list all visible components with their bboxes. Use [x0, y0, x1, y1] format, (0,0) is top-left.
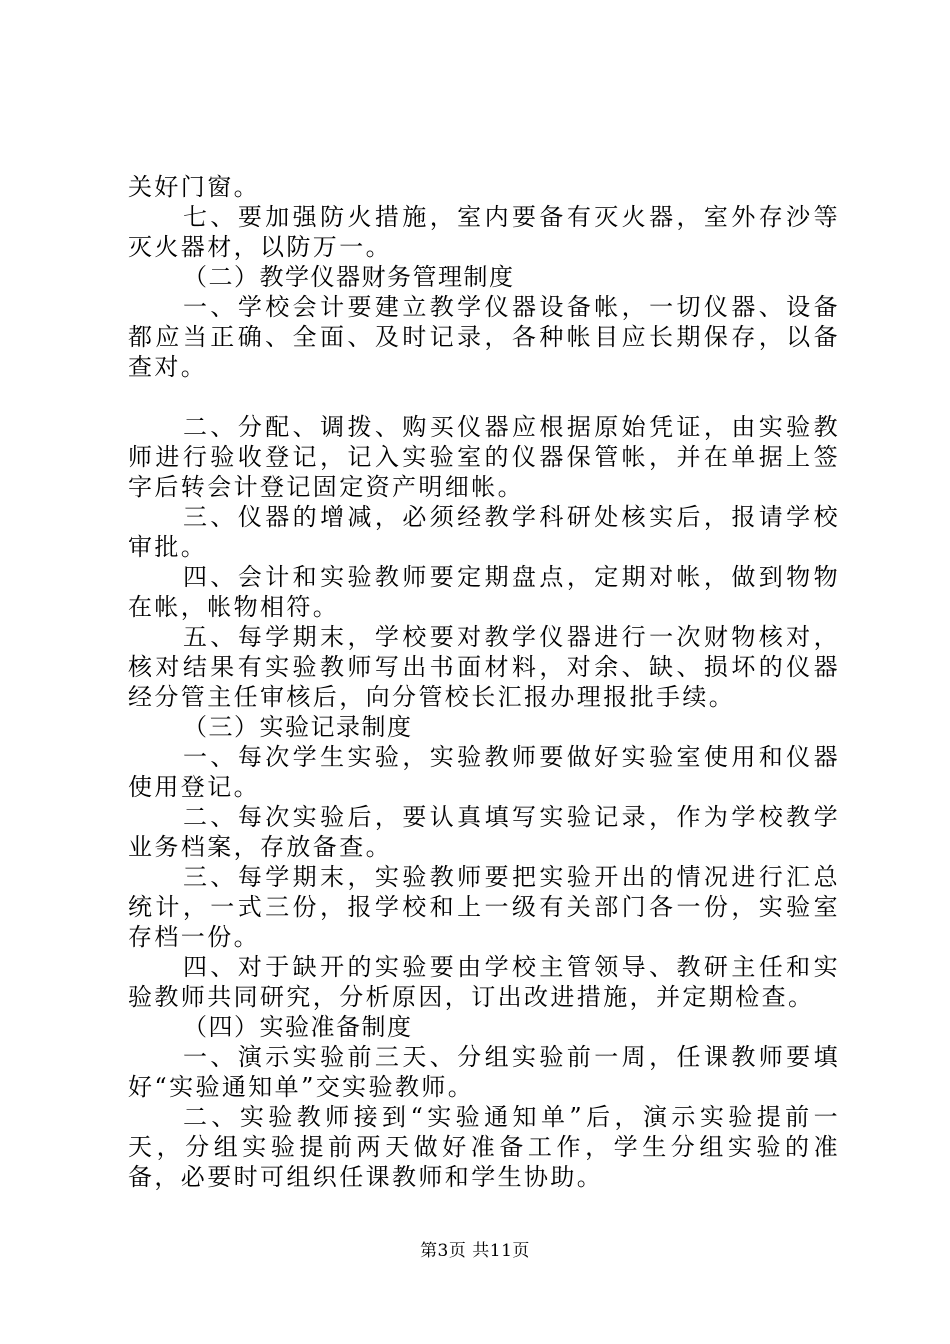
paragraph-item-1: 一、演示实验前三天、分组实验前一周，任课教师要填好“实验通知单”交实验教师。 — [128, 1043, 840, 1101]
page-number: 第3页 共11页 — [420, 1241, 530, 1261]
section-heading-3: （三）实验记录制度 — [183, 713, 413, 741]
paragraph-item-1: 一、每次学生实验，实验教师要做好实验室使用和仪器使用登记。 — [128, 743, 840, 801]
document-body — [128, 172, 840, 1192]
paragraph-item-2: 二、每次实验后，要认真填写实验记录，作为学校教学业务档案，存放备查。 — [128, 803, 840, 861]
paragraph-item-1: 一、学校会计要建立教学仪器设备帐，一切仪器、设备都应当正确、全面、及时记录，各种帐目应长期保存，以备查对。 — [128, 293, 840, 381]
paragraph-item-7: 七、要加强防火措施，室内要备有灭火器，室外存沙等灭火器材，以防万一。 — [128, 203, 840, 261]
section-heading-4: （四）实验准备制度 — [183, 1013, 413, 1041]
paragraph-item-3: 三、每学期末，实验教师要把实验开出的情况进行汇总统计，一式三份，报学校和上一级有关部门各一份，实验室存档一份。 — [128, 863, 840, 951]
paragraph-item-2: 二、实验教师接到“实验通知单”后，演示实验提前一天，分组实验提前两天做好准备工作，学生分组实验的准备，必要时可组织任课教师和学生协助。 — [128, 1103, 840, 1191]
section-heading-2: （二）教学仪器财务管理制度 — [183, 263, 515, 291]
page-footer — [0, 1240, 950, 1262]
paragraph-item-5: 五、每学期末，学校要对教学仪器进行一次财物核对，核对结果有实验教师写出书面材料，对余、缺、损坏的仪器经分管主任审核后，向分管校长汇报办理报批手续。 — [128, 623, 840, 711]
paragraph-item-2: 二、分配、调拨、购买仪器应根据原始凭证，由实验教师进行验收登记，记入实验室的仪器保管帐，并在单据上签字后转会计登记固定资产明细帐。 — [128, 413, 840, 501]
paragraph-item-4: 四、会计和实验教师要定期盘点，定期对帐，做到物物在帐，帐物相符。 — [128, 563, 840, 621]
paragraph-item-3: 三、仪器的增减，必须经教学科研处核实后，报请学校审批。 — [128, 503, 840, 561]
paragraph-item-4: 四、对于缺开的实验要由学校主管领导、教研主任和实验教师共同研究，分析原因，订出改进措施，并定期检查。 — [128, 953, 840, 1011]
paragraph-continuation: 关好门窗。 — [128, 173, 260, 201]
